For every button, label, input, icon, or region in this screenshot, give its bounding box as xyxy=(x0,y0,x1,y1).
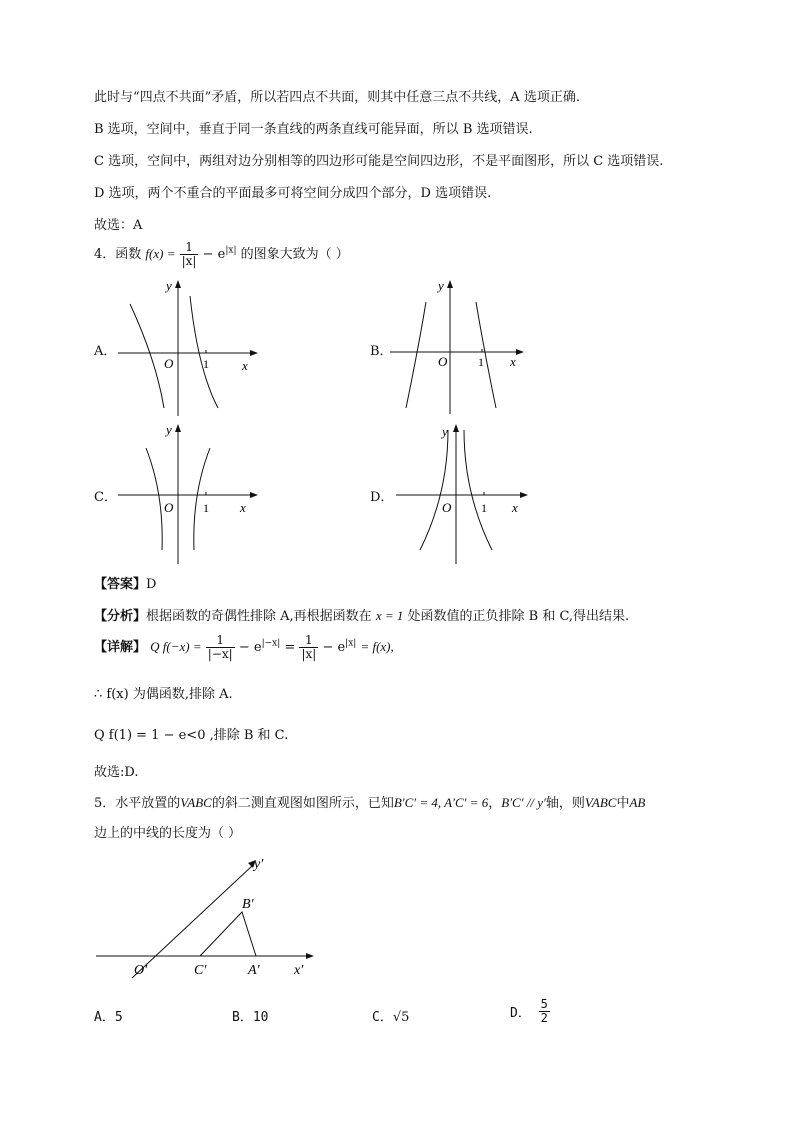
q4-detail-line-2: ∴ f(x) 为偶函数,排除 A. xyxy=(94,687,233,702)
detail-frac-2-num: 1 xyxy=(299,634,318,648)
q5-option-d-num: 5 xyxy=(540,997,548,1011)
graph-c-label: C． xyxy=(94,490,117,505)
graph-b-left-branch xyxy=(406,302,426,408)
explanation-line-1: 此时与“四点不共面”矛盾，所以若四点不共面，则其中任意三点不共线，A 选项正确. xyxy=(94,90,580,105)
graph-a-label: A． xyxy=(94,344,117,359)
graph-d-origin: O xyxy=(442,500,452,515)
answer-tag: 【答案】 xyxy=(94,577,147,592)
label-x: x′ xyxy=(294,963,304,978)
label-c: C′ xyxy=(194,963,207,978)
graph-d-y-label: y xyxy=(442,424,448,439)
graph-d-left-branch xyxy=(420,430,448,550)
graph-c-left-branch xyxy=(146,448,162,550)
q4-choice: 故选:D. xyxy=(94,765,139,780)
graph-b-label: B． xyxy=(370,344,393,359)
q5-option-c[interactable] xyxy=(372,1006,409,1025)
q4-frac-num: 1 xyxy=(180,241,199,255)
q4-exp: |x| xyxy=(225,245,237,256)
q4-prefix: 4．函数 xyxy=(94,247,142,262)
graph-b-y-label: y xyxy=(438,280,444,293)
q5-pre: 5．水平放置的 xyxy=(94,796,181,811)
detail-frac-1-den: |−x| xyxy=(207,647,233,661)
graph-d-one: 1 xyxy=(481,501,487,515)
question-5-line-2: 边上的中线的长度为（ ） xyxy=(94,826,242,841)
detail-tag: 【详解】 xyxy=(94,640,147,655)
label-b: B′ xyxy=(242,897,254,912)
detail-rhs: = f(x), xyxy=(360,639,394,654)
q5-axis: 轴，则 xyxy=(545,796,585,811)
detail-exp-2: |x| xyxy=(345,638,357,649)
q4-func: f(x) = xyxy=(145,246,176,261)
q4-minus-e: − e xyxy=(202,247,226,262)
analysis-pre: 根据函数的奇偶性排除 A,再根据函数在 xyxy=(146,609,376,624)
q5-option-d[interactable] xyxy=(510,998,550,1025)
detail-frac-2 xyxy=(299,634,318,661)
graph-c xyxy=(118,424,258,569)
graph-c-y-label: y xyxy=(166,424,172,437)
explanation-line-4: D 选项，两个不重合的平面最多可将空间分成四个部分，D 选项错误. xyxy=(94,186,492,201)
q5-given-1: B′C′ = 4, A′C′ = 6 xyxy=(393,795,489,810)
q5-option-c-label: C． xyxy=(372,1010,393,1025)
graph-b-origin: O xyxy=(438,354,448,369)
analysis-tag: 【分析】 xyxy=(94,609,147,624)
graph-a-left-branch xyxy=(130,304,164,408)
label-a: A′ xyxy=(248,963,260,978)
oblique-figure xyxy=(92,850,322,980)
detail-eq: = xyxy=(284,640,296,655)
q5-option-d-den: 2 xyxy=(540,1011,548,1025)
graph-c-one: 1 xyxy=(203,501,209,515)
label-o: O′ xyxy=(134,963,148,978)
q5-option-b[interactable]: B．10 xyxy=(232,1010,269,1025)
q5-sep: ， xyxy=(488,796,502,811)
q4-answer xyxy=(94,573,156,592)
graph-c-origin: O xyxy=(164,500,174,515)
detail-frac-2-den: |x| xyxy=(301,647,317,661)
q5-ab: AB xyxy=(629,795,646,810)
q5-option-a[interactable]: A．5 xyxy=(94,1010,123,1025)
analysis-var: x = 1 xyxy=(375,608,404,623)
graph-d xyxy=(396,424,536,569)
q4-detail-line-1 xyxy=(94,634,394,661)
graph-a-origin: O xyxy=(164,356,174,371)
analysis-post: 处函数值的正负排除 B 和 C,得出结果. xyxy=(403,609,630,624)
question-4-stem xyxy=(94,241,349,268)
explanation-choice: 故选：A xyxy=(94,218,143,233)
y-axis xyxy=(132,866,252,978)
graph-b xyxy=(390,280,530,420)
graph-d-x-label: x xyxy=(512,500,518,515)
q5-triangle-2: VABC xyxy=(584,795,617,810)
answer-value: D xyxy=(146,577,157,592)
graph-c-right-branch xyxy=(194,448,210,550)
graph-d-label: D． xyxy=(370,490,394,505)
graph-a-y-label: y xyxy=(166,280,172,293)
graph-b-x-label: x xyxy=(510,354,516,369)
detail-minus-1: − e xyxy=(238,640,262,655)
explanation-line-3: C 选项，空间中，两组对边分别相等的四边形可能是空间四边形，不是平面图形，所以 C 选项错误. xyxy=(94,154,664,169)
graph-a-x-label: x xyxy=(242,358,248,373)
q5-zh: 中 xyxy=(616,796,630,811)
graph-b-one: 1 xyxy=(478,355,484,369)
question-5-line-1 xyxy=(94,792,645,811)
detail-lhs: Q f(−x) = xyxy=(150,639,202,654)
explanation-line-2: B 选项，空间中，垂直于同一条直线的两条直线可能异面，所以 B 选项错误. xyxy=(94,122,533,137)
graph-c-x-label: x xyxy=(240,500,246,515)
q4-fraction xyxy=(180,241,199,268)
q5-mid: 的斜二测直观图如图所示，已知 xyxy=(211,796,394,811)
graph-a-one: 1 xyxy=(203,357,209,371)
q5-option-d-fraction xyxy=(539,998,550,1025)
detail-minus-2: − e xyxy=(322,640,346,655)
detail-frac-1-num: 1 xyxy=(206,634,235,648)
label-y: y′ xyxy=(254,857,264,872)
q4-suffix: 的图象大致为（ ） xyxy=(240,247,349,262)
q5-triangle: VABC xyxy=(180,795,212,810)
triangle-abc xyxy=(200,912,256,956)
q4-analysis xyxy=(94,605,629,624)
detail-frac-1 xyxy=(206,634,235,661)
q4-frac-den: |x| xyxy=(181,254,197,268)
q5-option-c-sqrt: √5 xyxy=(392,1010,410,1025)
q5-given-2: B′C′ // y′ xyxy=(501,795,546,810)
graph-d-right-branch xyxy=(464,430,492,550)
q5-option-d-label: D． xyxy=(510,1006,531,1021)
detail-exp-1: |−x| xyxy=(261,638,281,649)
graph-a-right-branch xyxy=(190,296,218,408)
q4-detail-line-3: Q f(1) = 1 − e<0 ,排除 B 和 C. xyxy=(94,728,289,743)
graph-a xyxy=(118,280,258,420)
